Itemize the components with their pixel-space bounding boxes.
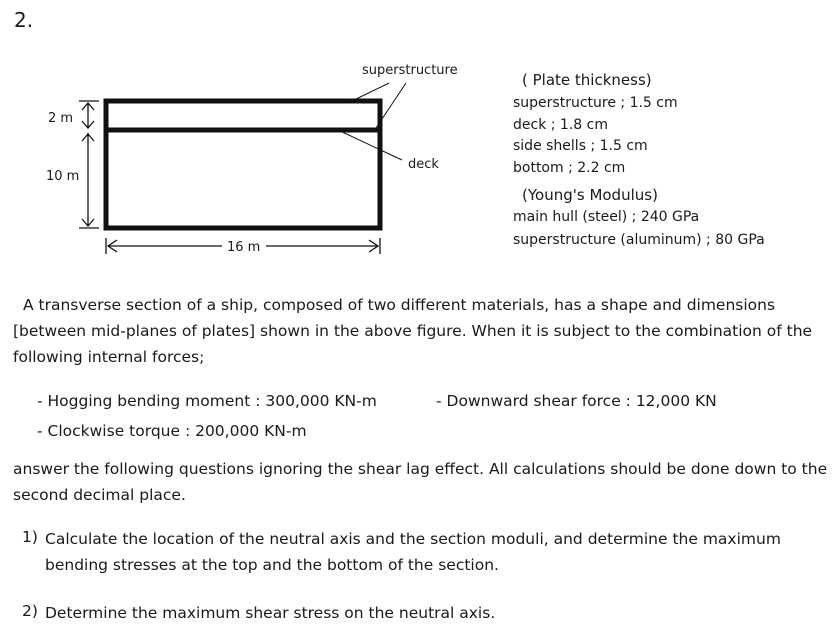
thickness-deck: deck ; 1.8 cm <box>513 117 608 133</box>
dimension-2m-label: 2 m <box>48 111 74 126</box>
question-1-number: 1) <box>22 528 38 546</box>
dimension-16m-label: 16 m <box>227 240 261 255</box>
deck-leader <box>338 130 402 160</box>
dimension-10m-label: 10 m <box>46 169 80 184</box>
force-torque: - Clockwise torque : 200,000 KN-m <box>37 422 307 440</box>
deck-label: deck <box>408 157 439 172</box>
force-shear: - Downward shear force : 12,000 KN <box>436 392 717 410</box>
plate-thickness-heading: ( Plate thickness) <box>522 71 652 89</box>
question-2-text: Determine the maximum shear stress on the neutral axis. <box>45 604 496 622</box>
force-bending-moment: - Hogging bending moment : 300,000 KN-m <box>37 392 377 410</box>
thickness-superstructure: superstructure ; 1.5 cm <box>513 95 678 111</box>
dimension-2m-arrow <box>79 101 99 128</box>
question-1-text: Calculate the location of the neutral axis and the section moduli, and determine the maximum bending stresses at the top and the bottom of the section. <box>45 530 781 574</box>
hull-outline <box>106 101 380 228</box>
thickness-bottom: bottom ; 2.2 cm <box>513 160 626 176</box>
dimension-10m-arrow <box>79 133 99 228</box>
superstructure-label: superstructure <box>362 63 458 78</box>
thickness-side-shells: side shells ; 1.5 cm <box>513 138 648 154</box>
instruction-paragraph: answer the following questions ignoring the shear lag effect. All calculations should be done down to the second decimal place. <box>13 460 828 504</box>
intro-paragraph: A transverse section of a ship, composed of two different materials, has a shape and dimensions [between mid-planes of plates] shown in the above figure. When it is subject to the combination of the following internal forces; <box>13 296 813 366</box>
question-2-number: 2) <box>22 602 38 620</box>
modulus-main-hull: main hull (steel) ; 240 GPa <box>513 209 700 225</box>
problem-number: 2. <box>14 8 34 32</box>
youngs-modulus-heading: (Young's Modulus) <box>522 186 658 204</box>
ship-section-figure <box>0 0 520 270</box>
modulus-superstructure: superstructure (aluminum) ; 80 GPa <box>513 232 765 248</box>
